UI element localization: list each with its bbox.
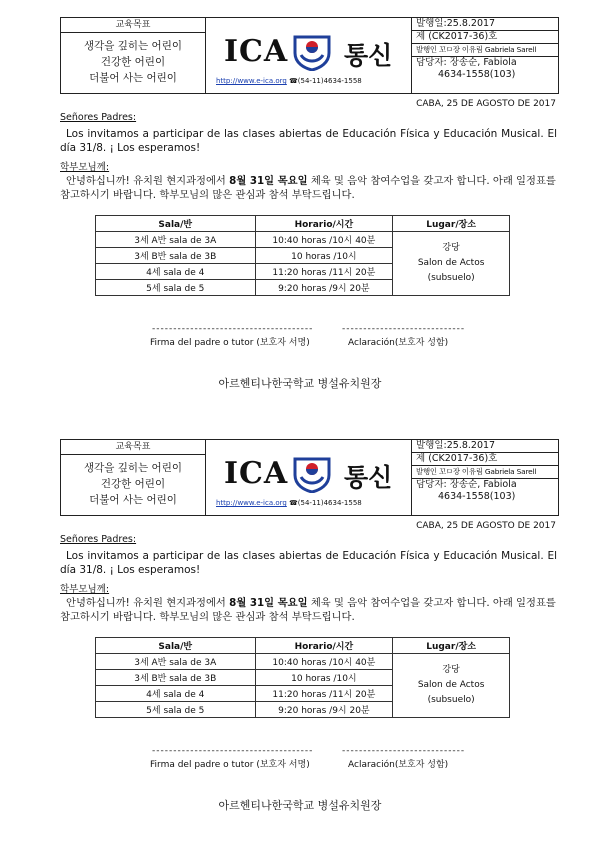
issue-info	[412, 440, 558, 515]
body-spanish: Los invitamos a participar de las clases abiertas de Educación Física y Educación Musical. El día 31/8. ¡ Los esperamos!	[60, 550, 557, 576]
education-goals-box	[61, 18, 206, 93]
education-goal: 더불어 사는 어린이	[89, 494, 177, 506]
notice-copy	[0, 0, 600, 420]
education-goal: 생각을 깊히는 어린이	[84, 40, 182, 52]
newsletter-title: 통신	[344, 463, 393, 492]
name-label: Aclaración(보호자 성함)	[348, 338, 449, 348]
time-cell: 10 horas /10시	[255, 248, 393, 264]
issue-number: 제 (CK2017-36)호	[412, 31, 558, 44]
place-line: Salon de Actos	[417, 258, 485, 268]
school-emblem-icon	[292, 33, 332, 71]
table-row	[96, 232, 510, 248]
place-line: (subsuelo)	[427, 695, 475, 705]
class-cell: 5세 sala de 5	[96, 702, 256, 718]
column-header: Lugar/장소	[393, 638, 510, 654]
contact-person	[412, 57, 558, 81]
school-emblem-icon	[292, 455, 332, 493]
time-cell: 9:20 horas /9시 20분	[255, 702, 393, 718]
education-goal: 건강한 어린이	[100, 478, 166, 490]
signature-line[interactable]: --------------------------------------	[152, 746, 314, 756]
class-cell: 4세 sala de 4	[96, 264, 256, 280]
education-goals-title: 교육목표	[61, 440, 205, 455]
issue-date: 발행일:25.8.2017	[412, 18, 558, 31]
logo-area	[206, 18, 412, 93]
column-header: Sala/반	[96, 216, 256, 232]
issue-number: 제 (CK2017-36)호	[412, 453, 558, 466]
notice-copy	[0, 422, 600, 842]
column-header: Lugar/장소	[393, 216, 510, 232]
table-header-row	[96, 638, 510, 654]
phone-number: ☎(54-11)4634-1558	[289, 499, 362, 507]
place-cell	[393, 654, 510, 718]
name-label: Aclaración(보호자 성함)	[348, 760, 449, 770]
column-header: Horario/시간	[255, 638, 393, 654]
time-cell: 10:40 horas /10시 40분	[255, 232, 393, 248]
place-cell	[393, 232, 510, 296]
contact-phone: 4634-1558(103)	[438, 69, 516, 80]
greeting-spanish: Señores Padres:	[60, 534, 137, 545]
education-goal: 더불어 사는 어린이	[89, 72, 177, 84]
name-line[interactable]: -----------------------------	[342, 746, 466, 756]
contact-name: 담당자: 장송순, Fabiola	[416, 479, 517, 490]
letterhead	[60, 439, 559, 516]
schedule-table	[95, 215, 510, 296]
ica-wordmark: ICA	[224, 456, 289, 491]
place-line: 강당	[442, 665, 460, 675]
body-korean-text: 안녕하십니까! 유치원 현지과정에서	[66, 597, 230, 609]
contact-person	[412, 479, 558, 503]
contact-line	[216, 499, 362, 507]
table-row	[96, 654, 510, 670]
education-goals-box	[61, 440, 206, 515]
schedule-table	[95, 637, 510, 718]
letterhead	[60, 17, 559, 94]
education-goals-title: 교육목표	[61, 18, 205, 33]
time-cell: 11:20 horas /11시 20분	[255, 264, 393, 280]
greeting-korean: 학부모님께:	[60, 162, 110, 173]
event-date: 8월 31일 목요일	[229, 175, 308, 187]
publisher: 발행인 꼬ㅁ장 이유림 Gabriela Sarell	[412, 44, 558, 57]
signature-label: Firma del padre o tutor (보호자 서명)	[150, 338, 310, 348]
class-cell: 4세 sala de 4	[96, 686, 256, 702]
time-cell: 11:20 horas /11시 20분	[255, 686, 393, 702]
time-cell: 9:20 horas /9시 20분	[255, 280, 393, 296]
signature-label: Firma del padre o tutor (보호자 서명)	[150, 760, 310, 770]
time-cell: 10 horas /10시	[255, 670, 393, 686]
class-cell: 5세 sala de 5	[96, 280, 256, 296]
website-link[interactable]: http://www.e-ica.org	[216, 499, 287, 507]
principal-signature: 아르헨티나한국학교 병설유치원장	[218, 377, 382, 390]
column-header: Horario/시간	[255, 216, 393, 232]
greeting-spanish: Señores Padres:	[60, 112, 137, 123]
place-line: (subsuelo)	[427, 273, 475, 283]
body-korean	[60, 174, 557, 202]
publisher: 발행인 꼬ㅁ장 이유림 Gabriela Sarell	[412, 466, 558, 479]
letter-date: CABA, 25 DE AGOSTO DE 2017	[416, 99, 556, 109]
education-goal: 생각을 깊히는 어린이	[84, 462, 182, 474]
issue-date: 발행일:25.8.2017	[412, 440, 558, 453]
principal-signature: 아르헨티나한국학교 병설유치원장	[218, 799, 382, 812]
contact-name: 담당자: 장송순, Fabiola	[416, 57, 517, 68]
class-cell: 3세 B반 sala de 3B	[96, 248, 256, 264]
greeting-korean: 학부모님께:	[60, 584, 110, 595]
place-line: Salon de Actos	[417, 680, 485, 690]
ica-wordmark: ICA	[224, 34, 289, 69]
class-cell: 3세 A반 sala de 3A	[96, 654, 256, 670]
body-korean	[60, 596, 557, 624]
newsletter-title: 통신	[344, 41, 393, 70]
education-goal: 건강한 어린이	[100, 56, 166, 68]
body-spanish: Los invitamos a participar de las clases abiertas de Educación Física y Educación Musical. El día 31/8. ¡ Los esperamos!	[60, 128, 557, 154]
signature-line[interactable]: --------------------------------------	[152, 324, 314, 334]
table-header-row	[96, 216, 510, 232]
contact-line	[216, 77, 362, 85]
issue-info	[412, 18, 558, 93]
time-cell: 10:40 horas /10시 40분	[255, 654, 393, 670]
body-korean-text: 체육 및 음악 참여수업을 갖고자 합니다. 아래 일정표를 참고하시기 바랍니다. 학부모님의 많은 관심과 참석 부탁드립니다.	[60, 597, 556, 623]
body-korean-text: 안녕하십니까! 유치원 현지과정에서	[66, 175, 230, 187]
column-header: Sala/반	[96, 638, 256, 654]
logo-area	[206, 440, 412, 515]
phone-number: ☎(54-11)4634-1558	[289, 77, 362, 85]
place-line: 강당	[442, 243, 460, 253]
event-date: 8월 31일 목요일	[229, 597, 308, 609]
website-link[interactable]: http://www.e-ica.org	[216, 77, 287, 85]
class-cell: 3세 B반 sala de 3B	[96, 670, 256, 686]
class-cell: 3세 A반 sala de 3A	[96, 232, 256, 248]
contact-phone: 4634-1558(103)	[438, 491, 516, 502]
letter-date: CABA, 25 DE AGOSTO DE 2017	[416, 521, 556, 531]
body-korean-text: 체육 및 음악 참여수업을 갖고자 합니다. 아래 일정표를 참고하시기 바랍니다. 학부모님의 많은 관심과 참석 부탁드립니다.	[60, 175, 556, 201]
name-line[interactable]: -----------------------------	[342, 324, 466, 334]
